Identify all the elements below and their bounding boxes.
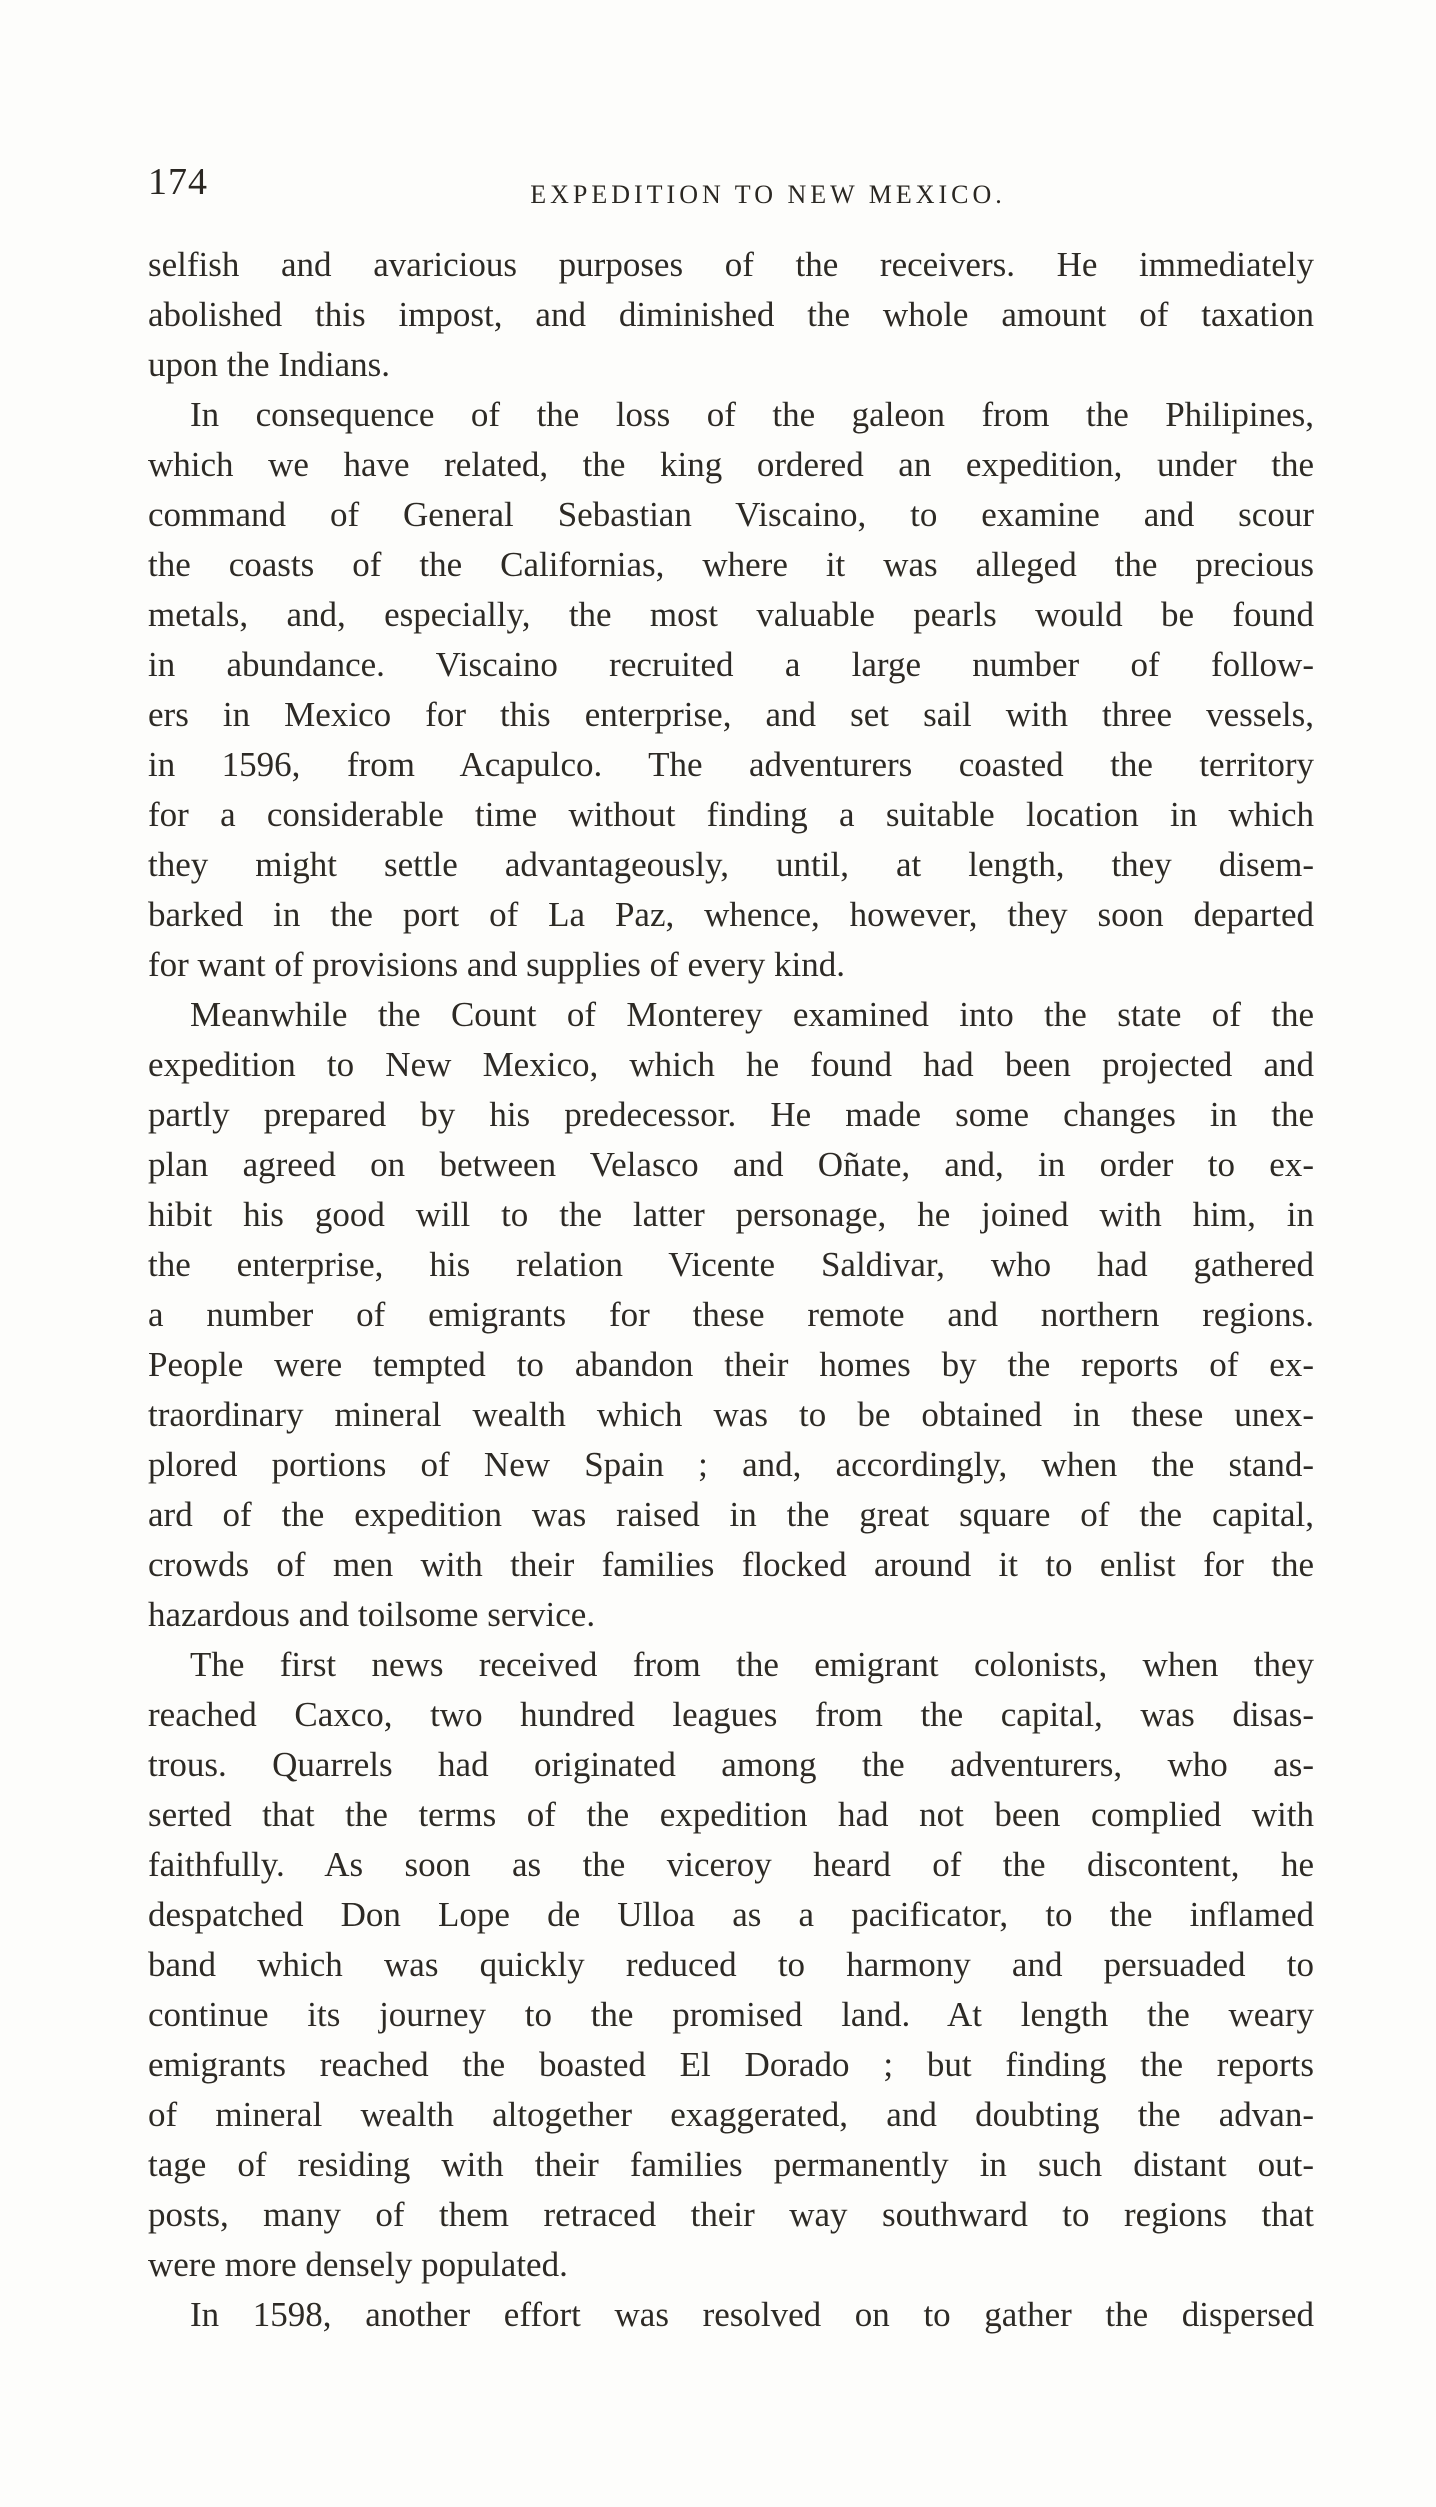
text-line: Meanwhile the Count of Monterey examined into the state of the <box>190 995 1314 1034</box>
text-line: selfish and avaricious purposes of the receivers. He immediately <box>148 245 1314 284</box>
text-line: traordinary mineral wealth which was to be obtained in these unex- <box>148 1395 1314 1434</box>
text-line: the enterprise, his relation Vicente Saldivar, who had gathered <box>148 1245 1314 1284</box>
text-line: ers in Mexico for this enterprise, and set sail with three vessels, <box>148 695 1314 734</box>
paragraph <box>148 990 1314 1640</box>
running-title: EXPEDITION TO NEW MEXICO. <box>530 180 1006 209</box>
text-line: reached Caxco, two hundred leagues from the capital, was disas- <box>148 1695 1314 1734</box>
text-line: a number of emigrants for these remote and northern regions. <box>148 1295 1314 1334</box>
body-text <box>148 240 1314 2340</box>
text-line: in 1596, from Acapulco. The adventurers coasted the territory <box>148 745 1314 784</box>
text-line: ard of the expedition was raised in the great square of the capital, <box>148 1495 1314 1534</box>
text-line: trous. Quarrels had originated among the adventurers, who as- <box>148 1745 1314 1784</box>
paragraph <box>148 390 1314 990</box>
text-line: hibit his good will to the latter personage, he joined with him, in <box>148 1195 1314 1234</box>
text-line: which we have related, the king ordered an expedition, under the <box>148 445 1314 484</box>
text-line: partly prepared by his predecessor. He made some changes in the <box>148 1095 1314 1134</box>
text-line: barked in the port of La Paz, whence, however, they soon departed <box>148 895 1314 934</box>
text-line: expedition to New Mexico, which he found had been projected and <box>148 1045 1314 1084</box>
text-line: band which was quickly reduced to harmony and persuaded to <box>148 1945 1314 1984</box>
text-line: in abundance. Viscaino recruited a large number of follow- <box>148 645 1314 684</box>
text-line: People were tempted to abandon their homes by the reports of ex- <box>148 1345 1314 1384</box>
text-line: for want of provisions and supplies of every kind. <box>148 945 845 984</box>
text-line: In 1598, another effort was resolved on to gather the dispersed <box>190 2295 1314 2334</box>
text-line: of mineral wealth altogether exaggerated, and doubting the advan- <box>148 2095 1314 2134</box>
text-line: plan agreed on between Velasco and Oñate, and, in order to ex- <box>148 1145 1314 1184</box>
text-line: metals, and, especially, the most valuable pearls would be found <box>148 595 1314 634</box>
page-number: 174 <box>148 161 208 203</box>
text-line: they might settle advantageously, until, at length, they disem- <box>148 845 1314 884</box>
text-line: the coasts of the Californias, where it was alleged the precious <box>148 545 1314 584</box>
text-line: despatched Don Lope de Ulloa as a pacificator, to the inflamed <box>148 1895 1314 1934</box>
paragraph <box>148 1640 1314 2290</box>
text-line: emigrants reached the boasted El Dorado ; but finding the reports <box>148 2045 1314 2084</box>
text-line: posts, many of them retraced their way southward to regions that <box>148 2195 1314 2234</box>
text-line: continue its journey to the promised land. At length the weary <box>148 1995 1314 2034</box>
paragraph <box>148 2290 1314 2340</box>
text-line: hazardous and toilsome service. <box>148 1595 596 1634</box>
text-line: crowds of men with their families flocked around it to enlist for the <box>148 1545 1314 1584</box>
running-head <box>148 160 1318 210</box>
text-line: for a considerable time without finding a suitable location in which <box>148 795 1314 834</box>
text-line: The first news received from the emigrant colonists, when they <box>190 1645 1314 1684</box>
text-line: serted that the terms of the expedition had not been complied with <box>148 1795 1314 1834</box>
text-line: tage of residing with their families permanently in such distant out- <box>148 2145 1314 2184</box>
text-line: upon the Indians. <box>148 345 391 384</box>
text-line: were more densely populated. <box>148 2245 568 2284</box>
text-line: command of General Sebastian Viscaino, to examine and scour <box>148 495 1314 534</box>
text-line: faithfully. As soon as the viceroy heard of the discontent, he <box>148 1845 1314 1884</box>
text-line: plored portions of New Spain ; and, accordingly, when the stand- <box>148 1445 1314 1484</box>
text-line: In consequence of the loss of the galeon from the Philipines, <box>190 395 1314 434</box>
paragraph <box>148 240 1314 390</box>
text-line: abolished this impost, and diminished the whole amount of taxation <box>148 295 1314 334</box>
